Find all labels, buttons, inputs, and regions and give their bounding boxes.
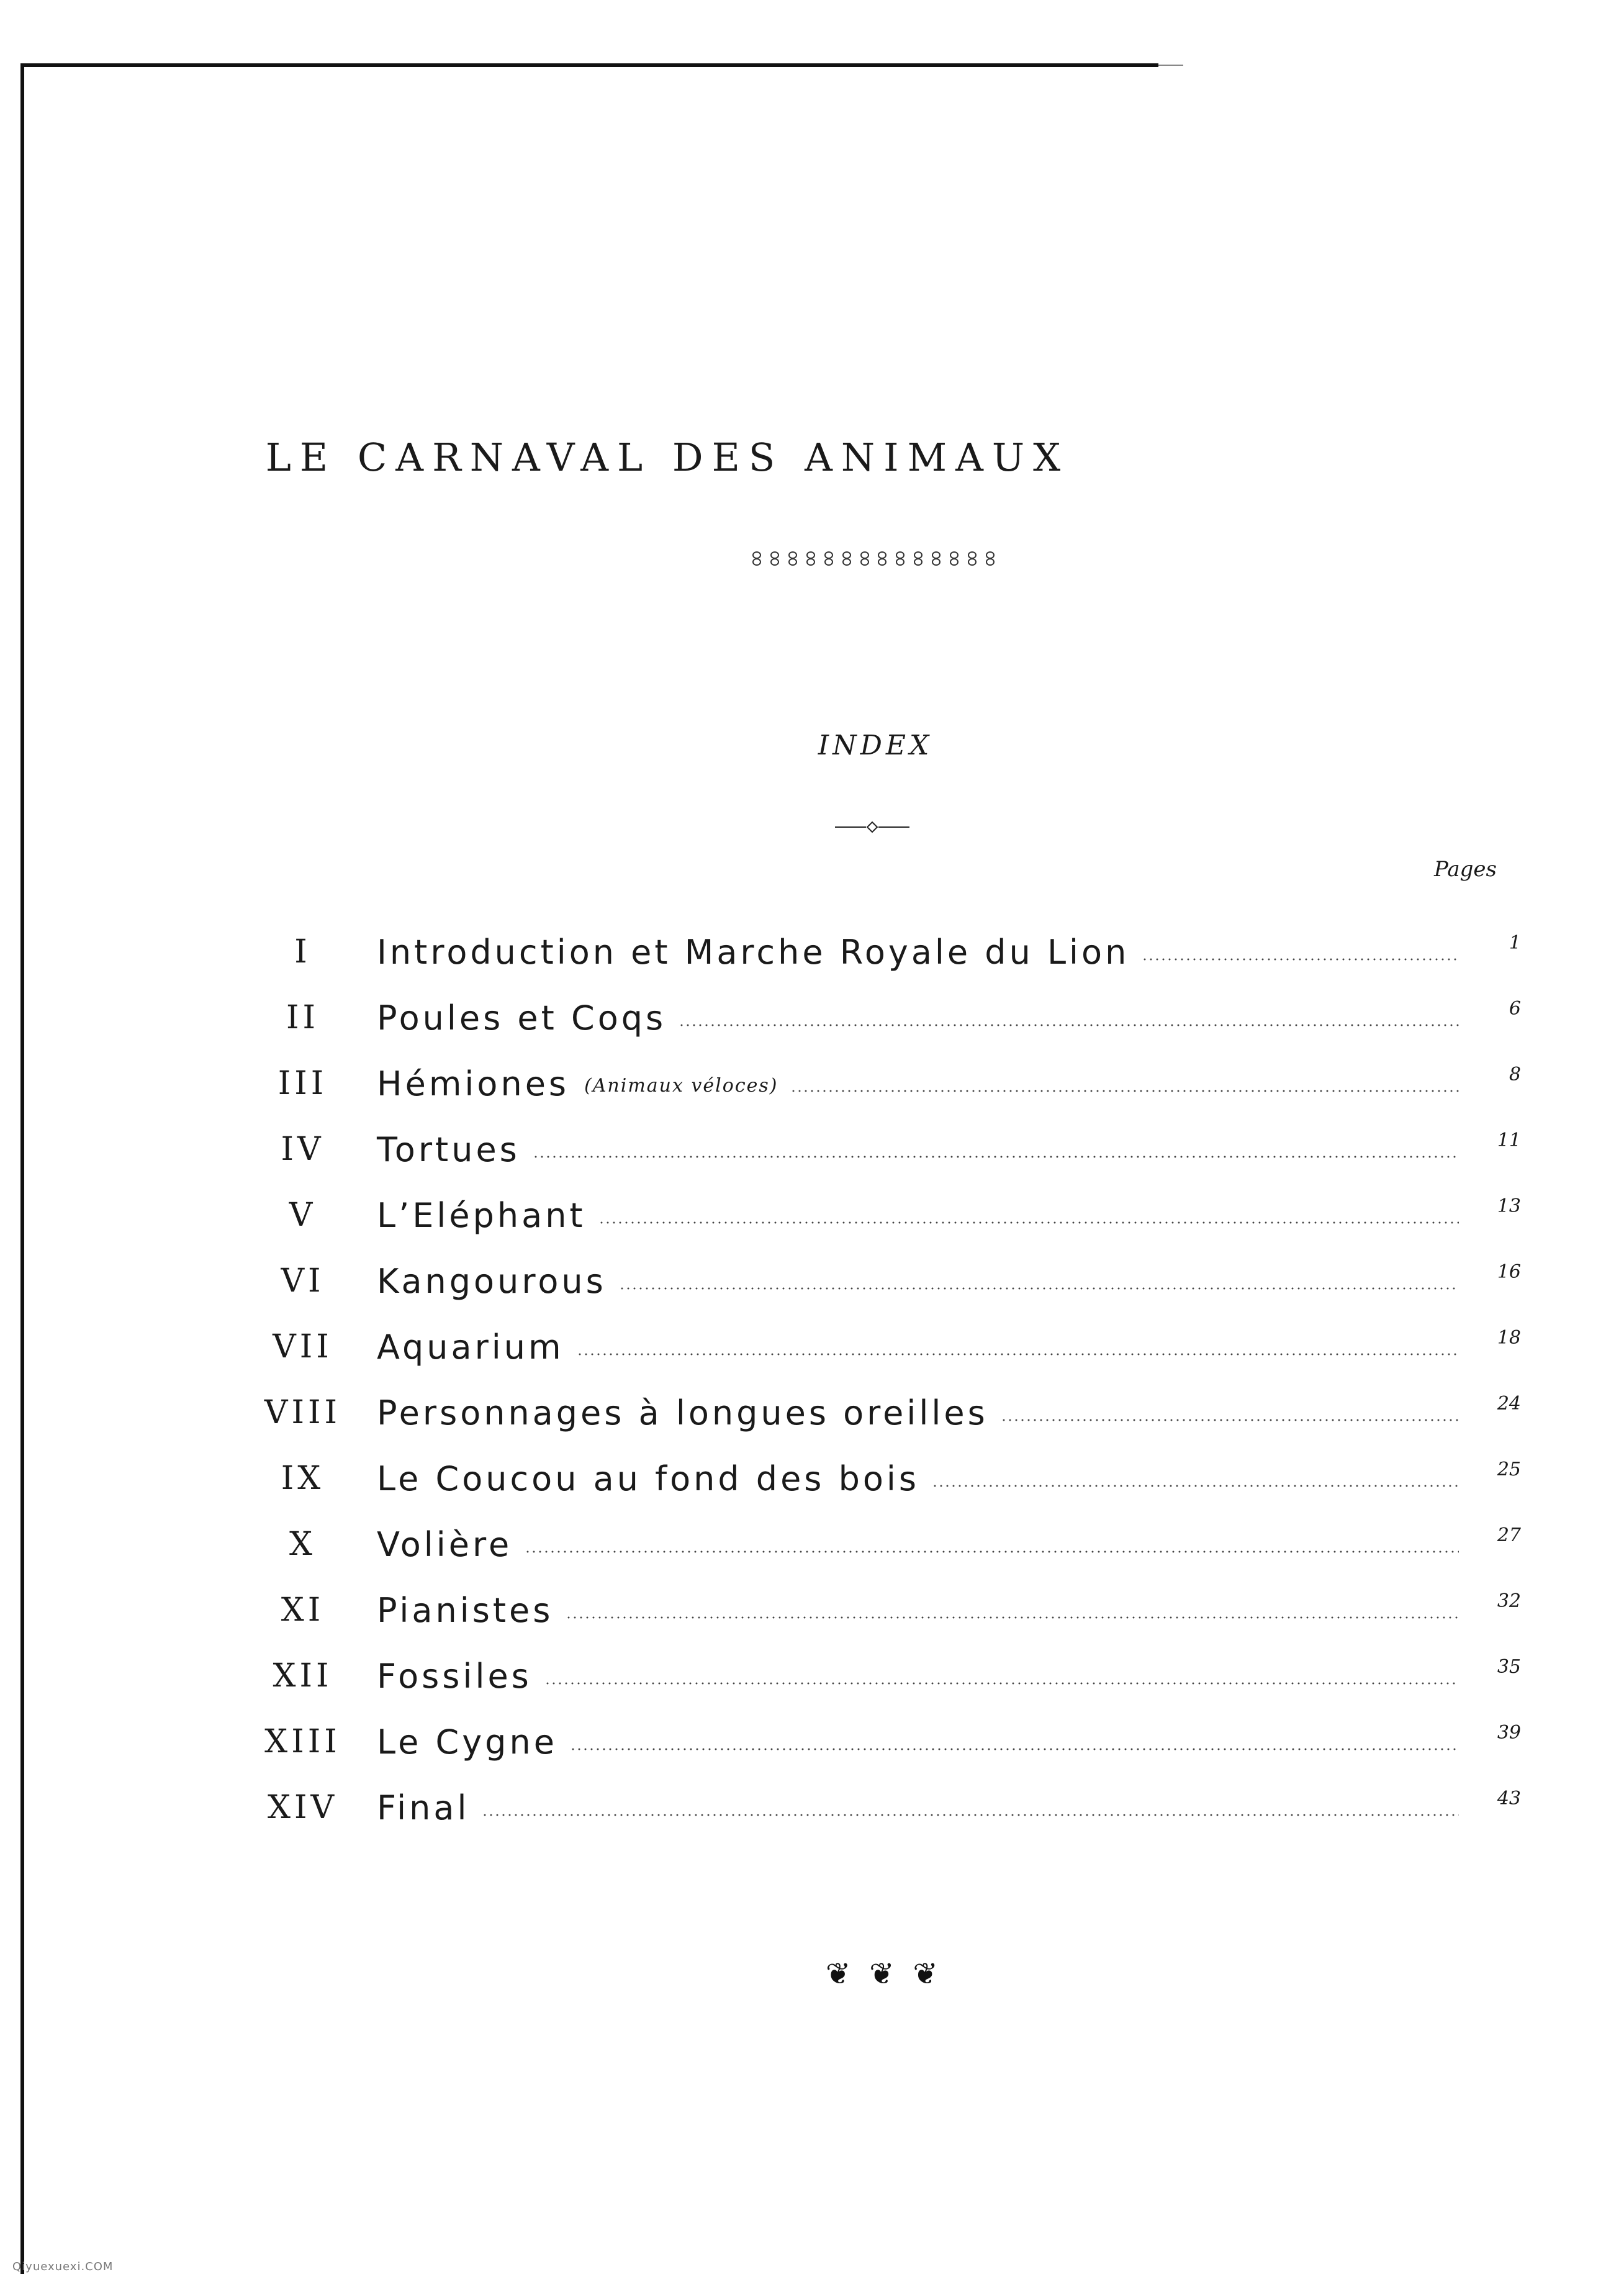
double-ring-ornament-icon xyxy=(805,551,814,565)
toc-entry xyxy=(236,1709,1521,1775)
toc-entry-numeral: III xyxy=(277,1065,328,1102)
toc-entry xyxy=(236,1643,1521,1709)
toc-entry-numeral: I xyxy=(294,933,311,971)
toc-entry-numeral: IV xyxy=(281,1131,325,1168)
dot-leader xyxy=(619,1287,1459,1290)
dot-leader xyxy=(533,1156,1459,1158)
table-of-contents xyxy=(236,919,1521,1840)
toc-entry-page-number: 39 xyxy=(1497,1721,1521,1744)
toc-entry-numeral: VIII xyxy=(264,1394,341,1431)
toc-entry-title: L’Eléphant xyxy=(377,1195,586,1235)
toc-entry-title: Le Coucou au fond des bois xyxy=(377,1459,920,1498)
toc-entry-page-number: 25 xyxy=(1497,1458,1521,1480)
dot-leader xyxy=(544,1682,1459,1685)
double-ring-ornament-icon xyxy=(769,551,778,565)
toc-entry-page-number: 43 xyxy=(1497,1787,1521,1809)
toc-entry-title: Tortues xyxy=(377,1129,520,1169)
toc-entry-page-number: 32 xyxy=(1497,1590,1521,1612)
toc-entry xyxy=(236,1511,1521,1577)
page-top-rule-tail xyxy=(1158,65,1183,66)
toc-entry xyxy=(236,1577,1521,1643)
double-ring-ornament-icon xyxy=(787,551,796,565)
toc-entry-title: Volière xyxy=(377,1524,513,1564)
toc-entry-title-group xyxy=(377,1459,932,1498)
dot-leader xyxy=(790,1090,1459,1092)
toc-entry xyxy=(236,1248,1521,1314)
page-top-rule xyxy=(22,63,1158,67)
double-ring-ornament-icon xyxy=(895,551,903,565)
toc-entry-title-group xyxy=(377,1657,544,1696)
toc-entry-numeral: V xyxy=(289,1197,317,1234)
toc-entry-title: Aquarium xyxy=(377,1327,564,1367)
toc-entry-numeral: VI xyxy=(281,1262,325,1300)
toc-entry-title-group xyxy=(377,1328,577,1367)
toc-entry-page-number: 16 xyxy=(1497,1261,1521,1283)
dot-leader xyxy=(482,1814,1459,1816)
toc-entry xyxy=(236,1775,1521,1840)
fleuron-ornament-icon: ❦ xyxy=(913,1957,938,1991)
dot-leader xyxy=(577,1353,1459,1356)
toc-entry-title-group xyxy=(377,1262,619,1301)
dot-leader xyxy=(679,1024,1459,1026)
fleuron-ornament-icon: ❦ xyxy=(869,1957,895,1991)
double-ring-ornament-icon xyxy=(877,551,885,565)
dot-leader xyxy=(1142,958,1459,961)
index-heading: INDEX xyxy=(818,730,933,761)
fleuron-ornament-icon: ❦ xyxy=(826,1957,851,1991)
toc-entry-numeral: XIII xyxy=(264,1723,341,1760)
dot-leader xyxy=(566,1616,1459,1619)
toc-entry xyxy=(236,1182,1521,1248)
toc-entry xyxy=(236,1380,1521,1446)
toc-entry-page-number: 6 xyxy=(1509,997,1521,1020)
toc-entry-page-number: 24 xyxy=(1497,1392,1521,1415)
double-ring-ornament-icon xyxy=(841,551,850,565)
toc-entry-title: Fossiles xyxy=(377,1656,532,1696)
toc-entry xyxy=(236,1051,1521,1116)
toc-entry xyxy=(236,985,1521,1051)
dot-leader xyxy=(525,1550,1459,1553)
toc-entry xyxy=(236,1116,1521,1182)
watermark: Qiyuexuexi.COM xyxy=(12,2260,114,2273)
toc-entry-title-group xyxy=(377,1393,1001,1433)
toc-entry-numeral: X xyxy=(289,1526,317,1563)
pages-column-label: Pages xyxy=(1434,857,1497,882)
toc-entry-page-number: 1 xyxy=(1509,931,1521,954)
double-ring-ornament-icon xyxy=(913,551,921,565)
toc-entry-title: Kangourous xyxy=(377,1261,607,1301)
toc-entry xyxy=(236,1446,1521,1511)
dot-leader xyxy=(598,1221,1459,1224)
toc-entry-numeral: II xyxy=(286,999,320,1036)
toc-entry-numeral: XII xyxy=(273,1657,333,1695)
toc-entry-numeral: IX xyxy=(281,1460,325,1497)
dot-leader xyxy=(932,1485,1459,1487)
double-ring-ornament-icon xyxy=(985,551,993,565)
toc-entry-page-number: 18 xyxy=(1497,1326,1521,1349)
toc-entry-page-number: 35 xyxy=(1497,1655,1521,1678)
toc-entry-numeral: XI xyxy=(281,1591,325,1629)
toc-entry xyxy=(236,1314,1521,1380)
toc-entry-numeral: VII xyxy=(273,1328,333,1365)
toc-entry-title: Poules et Coqs xyxy=(377,998,667,1038)
toc-entry-page-number: 8 xyxy=(1509,1063,1521,1085)
page-title: LE CARNAVAL DES ANIMAUX xyxy=(265,435,1070,480)
toc-entry-title-group xyxy=(377,1525,525,1564)
toc-entry-title-group xyxy=(377,1130,533,1169)
toc-entry-page-number: 11 xyxy=(1497,1129,1521,1151)
toc-entry-title-group xyxy=(377,1196,598,1235)
toc-entry-title: Pianistes xyxy=(377,1590,554,1630)
toc-entry-title-group xyxy=(377,1064,790,1103)
double-ring-ornament-icon xyxy=(859,551,868,565)
dot-leader xyxy=(1001,1419,1459,1421)
dot-leader xyxy=(570,1748,1459,1750)
toc-entry-title-group xyxy=(377,998,679,1038)
toc-entry-title-group xyxy=(377,1722,570,1762)
diamond-rule-icon xyxy=(835,820,909,835)
double-ring-ornament-icon xyxy=(751,551,760,565)
toc-entry-title-group xyxy=(377,933,1142,972)
toc-entry-title: Personnages à longues oreilles xyxy=(377,1393,988,1433)
toc-entry-title-group xyxy=(377,1788,482,1827)
toc-entry-numeral: XIV xyxy=(267,1789,338,1826)
toc-entry-title: Final xyxy=(377,1788,470,1827)
toc-entry-title-group xyxy=(377,1591,566,1630)
toc-entry-title: Le Cygne xyxy=(377,1722,557,1762)
toc-entry-page-number: 13 xyxy=(1497,1195,1521,1217)
double-ring-ornament-icon xyxy=(823,551,832,565)
double-ring-ornament-icon xyxy=(949,551,957,565)
title-ornament-row xyxy=(751,550,993,567)
page-left-rule xyxy=(20,63,24,2274)
toc-entry-page-number: 27 xyxy=(1497,1524,1521,1546)
bottom-ornament-group xyxy=(826,1959,938,1989)
toc-entry-title: Hémiones xyxy=(377,1064,570,1103)
toc-entry-title: Introduction et Marche Royale du Lion xyxy=(377,932,1130,972)
toc-entry-subtitle: (Animaux véloces) xyxy=(584,1075,778,1097)
toc-entry xyxy=(236,919,1521,985)
double-ring-ornament-icon xyxy=(931,551,939,565)
double-ring-ornament-icon xyxy=(967,551,975,565)
